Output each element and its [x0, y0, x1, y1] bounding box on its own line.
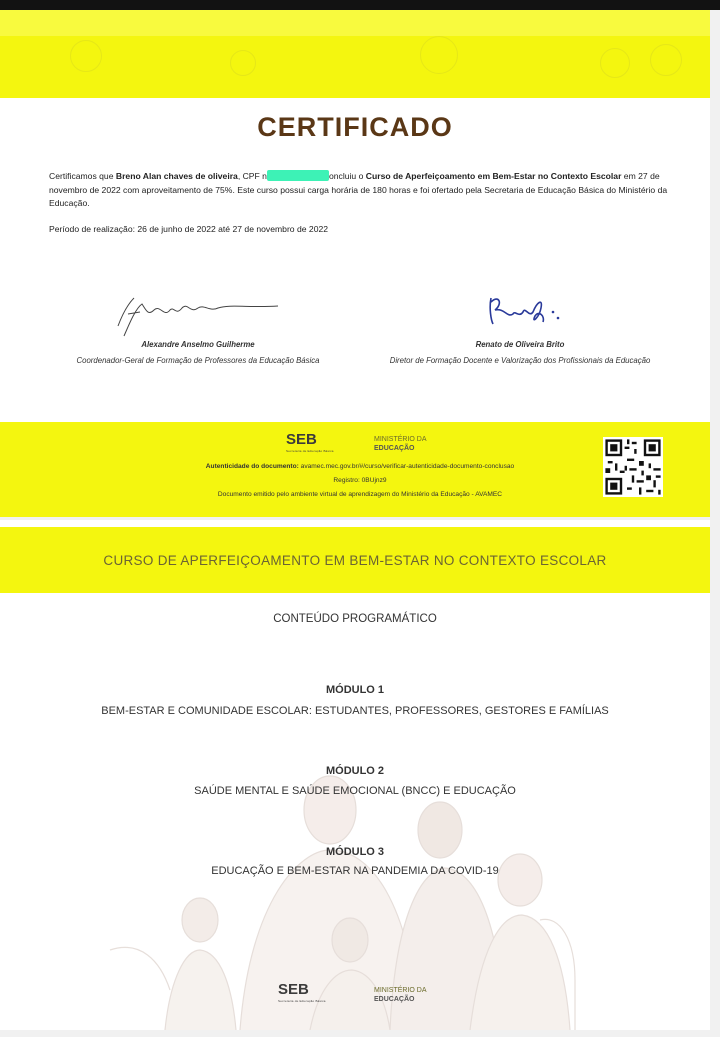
emitido-text: Documento emitido pelo ambiente virtual de aprendizagem do Ministério da Educação - AVAMEC — [217, 491, 503, 498]
module-3-title: EDUCAÇÃO E BEM-ESTAR NA PANDEMIA DA COVID-19 — [211, 865, 499, 877]
body-text-concluded: oncluiu o — [328, 171, 366, 181]
authenticity-line — [140, 463, 580, 470]
body-text-start: Certificamos que — [49, 171, 116, 181]
ministry-logo-bottom — [374, 986, 427, 1004]
qr-code-icon — [603, 437, 663, 497]
ministry-line1: MINISTÉRIO DA — [374, 987, 427, 994]
banner-stripe — [0, 10, 710, 36]
period-text: Período de realização: 26 de junho de 2022 até 27 de novembro de 2022 — [49, 224, 329, 234]
ministry-line1: MINISTÉRIO DA — [374, 436, 427, 443]
module-2-label: MÓDULO 2 — [325, 765, 385, 777]
signatory-role: Diretor de Formação Docente e Valorização dos Profissionais da Educação — [389, 356, 651, 365]
signatory-name: Renato de Oliveira Brito — [475, 340, 565, 349]
certificate-body — [49, 170, 669, 211]
decor-person-icon — [600, 48, 630, 78]
ministry-logo — [374, 435, 427, 453]
signatory-left — [63, 340, 333, 367]
decor-person-icon — [70, 40, 102, 72]
signature-left — [110, 288, 285, 338]
signatory-role: Coordenador-Geral de Formação de Professores da Educação Básica — [76, 356, 320, 365]
seb-logo — [286, 431, 334, 453]
decor-person-icon — [650, 44, 682, 76]
ministry-line2: EDUCAÇÃO — [374, 996, 415, 1003]
redacted-cpf — [267, 170, 329, 181]
seb-label: SEB — [278, 981, 309, 998]
signatory-name: Alexandre Anselmo Guilherme — [141, 340, 255, 349]
certificate-title: CERTIFICADO — [257, 112, 453, 142]
seb-subtitle: Secretaria de Educação Básica — [278, 999, 326, 1003]
certificate-page — [0, 10, 710, 517]
window-top-bar — [0, 0, 720, 10]
course-name: Curso de Aperfeiçoamento em Bem-Estar no Contexto Escolar — [365, 171, 622, 181]
course-title: CURSO DE APERFEIÇOAMENTO EM BEM-ESTAR NO CONTEXTO ESCOLAR — [103, 553, 607, 568]
ministry-line2: EDUCAÇÃO — [374, 445, 415, 452]
registro-text: Registro: 0BUjnz9 — [333, 477, 387, 484]
authenticity-label: Autenticidade do documento: — [205, 463, 299, 470]
top-banner — [0, 10, 710, 98]
decor-person-icon — [420, 36, 458, 74]
seb-label: SEB — [286, 431, 317, 448]
authenticity-url[interactable]: avamec.mec.gov.br/#/curso/verificar-autenticidade-documento-conclusao — [300, 463, 515, 470]
decor-person-icon — [230, 50, 256, 76]
body-text-end: em 27 de novembro de 2022 com aproveitamento de 75%. Este curso possui carga horária de 180 horas e foi ofertado pela Secretaria de Educação Básica do Ministério da Educação. — [49, 171, 668, 209]
signatory-right — [385, 340, 655, 367]
program-page — [0, 520, 710, 1030]
program-heading: CONTEÚDO PROGRAMÁTICO — [273, 613, 437, 625]
module-2-title: SAÚDE MENTAL E SAÚDE EMOCIONAL (BNCC) E EDUCAÇÃO — [194, 785, 516, 797]
recipient-name: Breno Alan chaves de oliveira — [115, 171, 238, 181]
signature-right — [485, 294, 575, 334]
module-1-label: MÓDULO 1 — [325, 684, 385, 696]
body-text-cpf: , CPF n — [237, 171, 267, 181]
module-3-label: MÓDULO 3 — [325, 846, 385, 858]
seb-logo-bottom — [278, 981, 326, 1003]
module-1-title: BEM-ESTAR E COMUNIDADE ESCOLAR: ESTUDANTES, PROFESSORES, GESTORES E FAMÍLIAS — [101, 705, 609, 717]
seb-subtitle: Secretaria de Educação Básica — [286, 449, 334, 453]
